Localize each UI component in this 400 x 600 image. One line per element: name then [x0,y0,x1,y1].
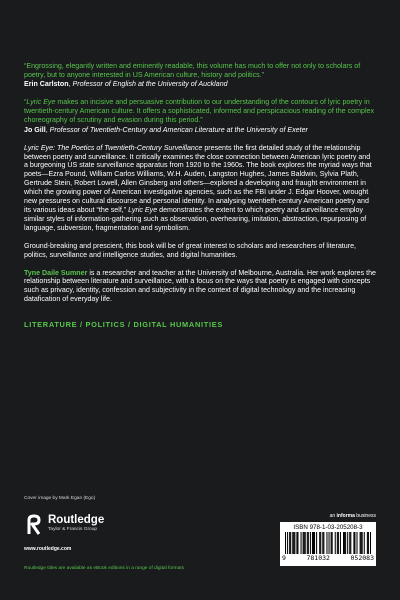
praise-quote-1: “Engrossing, elegantly written and eminently readable, this volume has much to offer not only to scholars of poetry, but to anyone interested in US American culture, history and politics.” [24,62,361,80]
praise-attribution-2: Jo Gill, Professor of Twentieth-Century and American Literature at the University of Exeter [24,125,308,134]
barcode-bar [356,532,357,554]
author-name: Tyne Daile Sumner [24,268,88,277]
barcode-bar [350,532,351,554]
barcode-digits [282,555,374,562]
barcode-bar [343,532,344,554]
author-bio [24,269,376,305]
barcode-bar [364,532,365,554]
barcode-bar [367,532,368,554]
praise-affiliation-1: Professor of English at the University of Auckland [72,80,228,89]
praise-quote-2-body: makes an incisive and persuasive contribution to our understanding of the contours of lyric poetry in twentieth-century American culture. It offers a sophisticated, informed and perspicacious reading of the complex choreography of scrutiny and evasion during this period.” [24,98,375,125]
barcode-bar [344,532,345,554]
barcode-bar [312,532,313,554]
author-bio-text: is a researcher and teacher at the University of Melbourne, Australia. Her work explores the relationship between literature and surveillance, with a focus on the ways that poetry is engaged with concepts such as privacy, identity, confession and subjectivity in the context of digital technology and the increasing datafication of everyday life. [24,268,376,304]
business-name: informa [336,513,355,519]
praise-quote-2-title: Lyric Eye [26,98,56,107]
barcode-bar [303,532,304,554]
barcode-bar [290,532,291,554]
barcode-bar [314,532,315,554]
barcode-bar [307,532,308,554]
barcode-bar [345,532,346,554]
barcode-bar [320,532,321,554]
barcode-bar [301,532,302,554]
barcode-bar [338,532,339,554]
isbn-barcode-box [280,522,376,566]
barcode-bar [297,532,298,554]
cover-text-content [24,62,376,329]
informa-business-line [330,513,376,519]
publisher-website: www.routledge.com [24,546,72,552]
barcode-digits-right: 052083 [350,554,374,562]
barcode-bar [353,532,354,554]
barcode-bar [322,532,323,554]
barcode-bar [332,532,333,554]
praise-quote-2: “Lyric Eye makes an incisive and persuasive contribution to our understanding of the contours of lyric poetry in twentieth-century American culture. It offers a sophisticated, informed and perspicacious reading of the complex choreography of scrutiny and evasion during this period.” [24,98,375,125]
barcode-bar [340,532,341,554]
description-paragraph-1-body: presents the first detailed study of the relationship between poetry and surveillance. It critically examines the close connection between American lyric poetry and a burgeoning US state surveillance apparatus from 1920 to the 1960s. The book explores the myriad ways that poets—Ezra Pound, William Carlos Williams, W.H. Auden, Langston Hughes, James Baldwin, Sylvia Plath, Gertrude Stein, Robert Lowell, Allen Ginsberg and others—explored a developing and fraught environment in which the growing power of American investigative agencies, such as the FBI under J. Edgar Hoover, wrought new pressures on cultural discourse and personal identity. In analysing twentieth-century American poetry and its various ideas about “the self,” [24,143,372,214]
barcode-bar [370,532,371,554]
book-title-short: Lyric Eye [128,206,158,214]
business-suffix: business [354,513,376,519]
barcode-bar [310,532,311,554]
subject-categories: LITERATURE / POLITICS / DIGITAL HUMANITIES [24,320,223,330]
barcode-bar [331,532,332,554]
praise-author-2: Jo Gill [24,125,46,134]
barcode-digits-left: 781032 [306,554,330,562]
description-paragraph-1 [24,144,376,233]
barcode-bar [326,532,327,554]
barcode-bar [319,532,320,554]
cover-image-credit: Cover image by Mark Egan (Ego) [24,496,96,501]
ebook-availability-note: Routledge titles are available as eBook editions in a range of digital formats [24,566,184,571]
barcode-bar [335,532,336,554]
barcode-bar [294,532,295,554]
barcode-bar [296,532,297,554]
barcode-bar [323,532,324,554]
barcode-bar [337,532,338,554]
publisher-logo-area [24,512,174,558]
spacer [24,304,376,320]
barcode-bar [308,532,309,554]
description-paragraph-1-end: demonstrates the extent to which poetry and surveillance employ similar styles of information-gathering such as observation, overhearing, imitation, abstraction, repurposing of language, subversion, fragmentation and symbolism. [24,206,367,232]
barcode-bar [347,532,348,554]
description-paragraph-2: Ground-breaking and prescient, this book will be of great interest to scholars and researchers of literature, politics, surveillance and intelligence studies, and digital humanities. [24,241,357,259]
praise-author-1: Erin Carlston [24,80,69,89]
barcode-bar [313,532,314,554]
barcode-bar [304,532,305,554]
barcode-bar [329,532,330,554]
routledge-logo-icon [24,512,44,538]
barcode-bar [316,532,317,554]
barcode-bar [287,532,288,554]
book-title-full: Lyric Eye: The Poetics of Twentieth-Century Surveillance [24,143,203,152]
praise-attribution-1: Erin Carlston, Professor of English at the University of Auckland [24,80,228,89]
spacer [24,260,376,269]
praise-affiliation-2: Professor of Twentieth-Century and American Literature at the University of Exeter [49,125,308,134]
barcode-bar [292,532,293,554]
spacer [24,89,376,98]
barcode-bar [285,532,286,554]
barcode-bar [360,532,361,554]
barcode-bar [368,532,369,554]
barcode-icon [285,532,371,554]
publisher-group: Taylor & Francis Group [48,527,98,532]
publisher-name: Routledge [48,514,105,526]
spacer [24,233,376,242]
business-prefix: an [329,513,337,519]
barcode-bar [349,532,350,554]
barcode-digit-lead: 9 [282,554,286,562]
barcode-bar [293,532,294,554]
barcode-bar [289,532,290,554]
isbn-label: ISBN 978-1-03-205208-3 [293,524,363,531]
barcode-bar [354,532,355,554]
barcode-bar [361,532,362,554]
spacer [24,135,376,144]
barcode-bar [305,532,306,554]
barcode-bar [362,532,363,554]
